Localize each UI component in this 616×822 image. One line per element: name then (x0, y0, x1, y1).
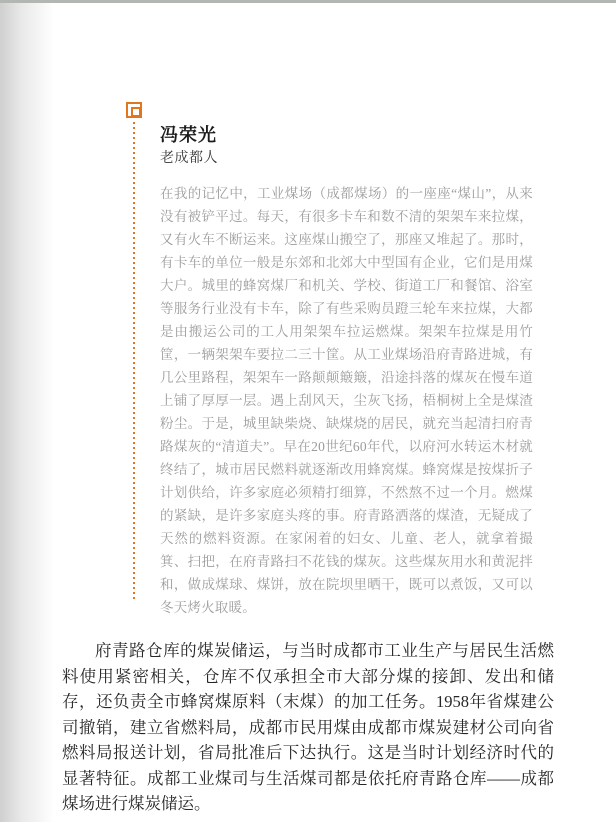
dotted-divider-line (133, 122, 135, 600)
memoir-quote-paragraph: 在我的记忆中，工业煤场（成都煤场）的一座座“煤山”，从来没有被铲平过。每天，有很多卡车和数不清的架架车来拉煤，又有火车不断运来。这座煤山搬空了，那座又堆起了。那时，有卡车的单位一般是东郊和北郊大中型国有企业，它们是用煤大户。城里的蜂窝煤厂和机关、学校、街道工厂和餐馆、浴室等服务行业没有卡车，除了有些采购员蹬三轮车来拉煤，大都是由搬运公司的工人用架架车拉运燃煤。架架车拉煤是用竹筐，一辆架架车要拉二三十筐。从工业煤场沿府青路进城，有几公里路程，架架车一路颠颠簸簸，沿途抖落的煤灰在慢车道上铺了厚厚一层。遇上刮风天，尘灰飞扬，梧桐树上全是煤渣粉尘。于是，城里缺柴烧、缺煤烧的居民，就充当起清扫府青路煤灰的“清道夫”。早在20世纪60年代，以府河水转运木材就终结了，城市居民燃料就逐渐改用蜂窝煤。蜂窝煤是按煤折子计划供给，许多家庭必须精打细算，不然熬不过一个月。燃煤的紧缺，是许多家庭头疼的事。府青路洒落的煤渣，无疑成了天然的燃料资源。在家闲着的妇女、儿童、老人，就拿着撮箕、扫把，在府青路扫不花钱的煤灰。这些煤灰用水和黄泥拌和，做成煤球、煤饼，放在院坝里晒干，既可以煮饭，又可以冬天烤火取暖。 (160, 186, 533, 615)
author-name-heading: 冯荣光 (160, 125, 217, 145)
nested-squares-icon (126, 102, 142, 118)
author-description: 老成都人 (160, 151, 218, 166)
page-top-edge-line (0, 0, 616, 3)
body-paragraph: 府青路仓库的煤炭储运，与当时成都市工业生产与居民生活燃料使用紧密相关，仓库不仅承担全市大部分煤的接卸、发出和储存，还负责全市蜂窝煤原料（末煤）的加工任务。1958年省煤建公司撤销，建立省燃料局，成都市民用煤由成都市煤炭建材公司向省燃料局报送计划，省局批准后下达执行。这是当时计划经济时代的显著特征。成都工业煤司与生活煤司都是依托府青路仓库——成都煤场进行煤炭储运。 (62, 641, 554, 813)
nested-squares-icon-inner (131, 107, 141, 117)
page-spine-shadow (0, 3, 54, 822)
